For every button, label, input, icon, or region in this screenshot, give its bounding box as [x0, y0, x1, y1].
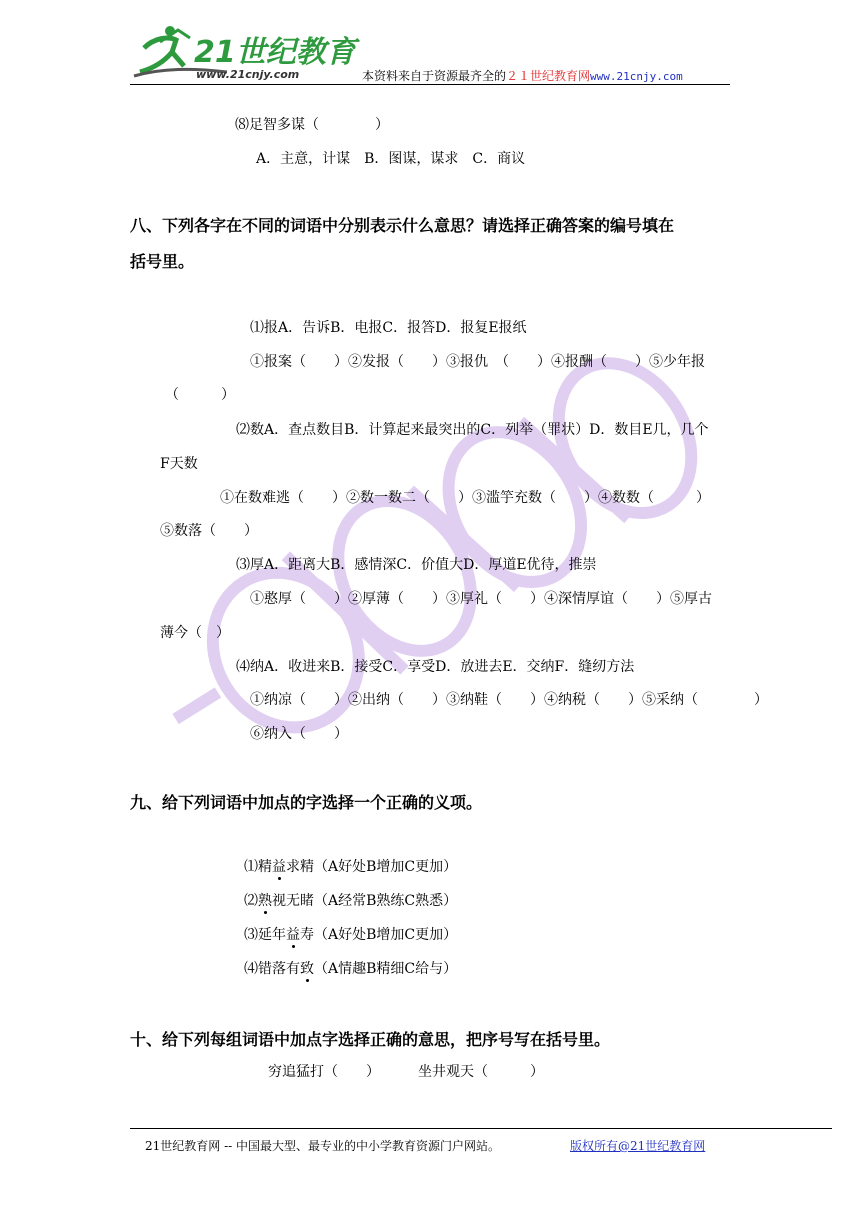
- q4-items-cont: ⑥纳入（ ）: [250, 726, 348, 742]
- q1-items: ①报案（ ）②发报（ ）③报仇 （ ）④报酬（ ）⑤少年报: [250, 354, 705, 370]
- q3-head: ⑶厚A．距离大B．感情深C．价值大D．厚道E优待，推崇: [236, 557, 597, 573]
- site-logo: [132, 22, 356, 84]
- q2-items: ①在数难逃（ ）②数一数二（ ）③滥竽充数（ ）④数数（ ）: [220, 490, 710, 506]
- q1-items-cont: （ ）: [165, 387, 235, 403]
- q2-head-cont: F天数: [160, 456, 198, 472]
- section-8-heading-line2: 括号里。: [130, 252, 195, 271]
- s10-item-b: 坐井观天（ ）: [418, 1064, 544, 1080]
- section-9-heading: 九、给下列词语中加点的字选择一个正确的义项。: [130, 793, 483, 812]
- footer-site-description: 21世纪教育网 -- 中国最大型、最专业的中小学教育资源门户网站。: [145, 1139, 501, 1153]
- q1-head: ⑴报A．告诉B．电报C．报答D．报复E报纸: [250, 320, 527, 336]
- q4-head: ⑷纳A．收进来B．接受C．享受D．放进去E．交纳F．缝纫方法: [236, 659, 635, 675]
- question-8: ⑻足智多谋（ ）: [235, 117, 389, 133]
- s9-item-2: ⑵熟视无睹（A经常B熟练C熟悉）: [244, 893, 458, 909]
- q2-head: ⑵数A．查点数目B．计算起来最突出的C．列举（罪状）D．数目E几，几个: [236, 422, 709, 438]
- section-8-heading-line1: 八、下列各字在不同的词语中分别表示什么意思？请选择正确答案的编号填在: [130, 216, 675, 235]
- section-10-heading: 十、给下列每组词语中加点字选择正确的意思，把序号写在括号里。: [130, 1030, 611, 1049]
- dotted-char: 致: [300, 961, 314, 977]
- svg-text:www.21cnjy.com: www.21cnjy.com: [196, 68, 300, 81]
- note-url-link[interactable]: www.21cnjy.com: [590, 70, 683, 83]
- s9-item-4: ⑷错落有致（A情趣B精细C给与）: [244, 961, 458, 977]
- s9-item-3: ⑶延年益寿（A好处B增加C更加）: [244, 927, 458, 943]
- footer-divider: [130, 1128, 832, 1129]
- q3-items-cont: 薄今（ ）: [160, 625, 230, 641]
- header-divider: [130, 84, 730, 85]
- q4-items: ①纳凉（ ）②出纳（ ）③纳鞋（ ）④纳税（ ）⑤采纳（ ）: [250, 692, 768, 708]
- dotted-char: 益: [272, 859, 286, 875]
- question-8-options: A．主意，计谋 B．图谋，谋求 C．商议: [256, 151, 526, 167]
- q2-items-cont: ⑤数落（ ）: [160, 523, 258, 539]
- dotted-char: 益: [286, 927, 300, 943]
- dotted-char: 熟: [258, 893, 272, 909]
- footer-copyright-link[interactable]: 版权所有@21世纪教育网: [570, 1139, 706, 1153]
- header-source-note: [362, 67, 683, 84]
- s9-item-1: ⑴精益求精（A好处B增加C更加）: [244, 859, 458, 875]
- q3-items: ①憨厚（ ）②厚薄（ ）③厚礼（ ）④深情厚谊（ ）⑤厚古: [250, 591, 712, 607]
- svg-text:21世纪教育: 21世纪教育: [194, 35, 356, 70]
- note-prefix: 本资料来自于资源最齐全的: [362, 69, 507, 83]
- s10-item-a: 穷追猛打（ ）: [268, 1064, 380, 1080]
- note-site-name: ２１世纪教育网: [506, 69, 591, 83]
